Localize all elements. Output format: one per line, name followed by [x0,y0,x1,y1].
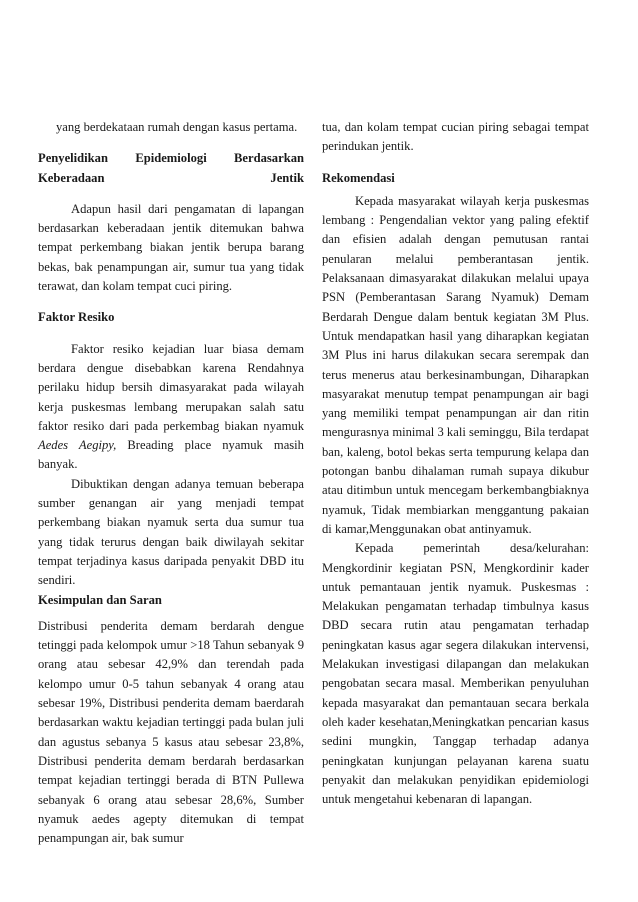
paragraph-faktor-2: Dibuktikan dengan adanya temuan beberapa sumber genangan air yang menjadi tempat perkembang biakan nyamuk serta dua sumur tua yang tidak terurus dengan baik diwilayah sekitar tempat terjadinya kasus daripada penyakit DBD itu sendiri. [38,476,304,588]
heading-rekomendasi: Rekomendasi [322,170,395,185]
paragraph-jentik: Adapun hasil dari pengamatan di lapangan berdasarkan keberadaan jentik ditemukan bahwa tempat perkembang biakan jentik berupa barang bekas, bak penampungan air, sumur tua yang tidak terawat, dan kolam tempat cuci piring. [38,201,304,294]
right-column [322,118,589,809]
paragraph-faktor-1 [38,340,304,475]
heading-penyelidikan-jentik: Penyelidikan Epidemiologi Berdasarkan Keberadaan Jentik [38,151,304,185]
paragraph-faktor-1-part-b: Breading place nyamuk masih banyak. [38,438,304,472]
intro-continuation: yang berdekataan rumah dengan kasus pertama. [56,120,298,134]
paragraph-rekomendasi-2: Kepada pemerintah desa/kelurahan: Mengkordinir kegiatan PSN, Mengkordinir kader untuk pemantauan jentik nyamuk. Puskesmas : Melakukan pengamatan terhadap timbulnya kasus DBD secara rutin atau pengamatan terhadap peningkatan kasus agar segera dilakukan intervensi, Melakukan investigasi dilapangan dan melakukan pengobatan secara masal. Memberikan penyuluhan kepada masyarakat dan pemantauan secara berkala oleh kader kesehatan,Meningkatkan pencarian kasus sedini mungkin, Tanggap terhadap adanya peningkatan kunjungan pelayanan karena suatu penyakit dan melakukan penyidikan epidemiologi untuk mengetahui kebenaran di lapangan. [322,541,589,807]
paragraph-faktor-1-part-a: Faktor resiko kejadian luar biasa demam berdara dengue disebabkan karena Rendahnya perilaku hidup bersih dimasyarakat pada wilayah kerja puskesmas lembang merupakan salah satu faktor resiko dari pada perkembag biakan nyamuk [38,341,304,433]
right-continuation: tua, dan kolam tempat cucian piring sebagai tempat perindukan jentik. [322,120,589,154]
species-name: Aedes Aegipy, [38,438,117,453]
paragraph-rekomendasi-1: Kepada masyarakat wilayah kerja puskesmas lembang : Pengendalian vektor yang paling efektif dan efisien adalah dengan pemutusan rantai penularan melalui pemberantasan jentik. Pelaksanaan dimasyarakat dilakukan melalui upaya PSN (Pemberantasan Sarang Nyamuk) Demam Berdarah Dengue dalam bentuk kegiatan 3M Plus. Untuk mendapatkan hasil yang diharapkan kegiatan 3M Plus ini harus dilakukan secara serempak dan terus menerus atau berkesinambungan, Diharapkan masyarakat menutup tempat penampungan air bagi yang memiliki tempat penampungan air dan ritin mengurasnya minimal 3 kali seminggu, Bila terdapat ban, kaleng, botol bekas serta tempurung kelapa dan potongan banbu dihalaman rumah supaya dikubur atau ditimbun untuk mencegam berkembangbiaknya nyamuk, Tidak membiarkan menggantung pakaian di kamar,Menggunakan obat antinyamuk. [322,193,589,536]
paragraph-kesimpulan: Distribusi penderita demam berdarah dengue tetinggi pada kelompok umur >18 Tahun sebanyak 9 orang atau sebesar 42,9% dan terendah pada kelompo umur 0-5 tahun sebanyak 4 orang atau sebesar 19%, Distribusi penderita demam baerdarah berdasarkan waktu kejadian tertinggi pada bulan juli dan agustus sebanya 5 kasus atau sebesar 23,8%, Distribusi penderita demam berdarah berdasarkan tempat kejadian tertinggi berada di BTN Pullewa sebanyak 6 orang atau sebesar 28,6%, Sumber nyamuk aedes agepty ditemukan di tempat penampungan air, bak sumur [38,618,304,846]
left-column [38,118,304,848]
heading-kesimpulan-saran: Kesimpulan dan Saran [38,592,162,607]
heading-faktor-resiko: Faktor Resiko [38,310,115,325]
